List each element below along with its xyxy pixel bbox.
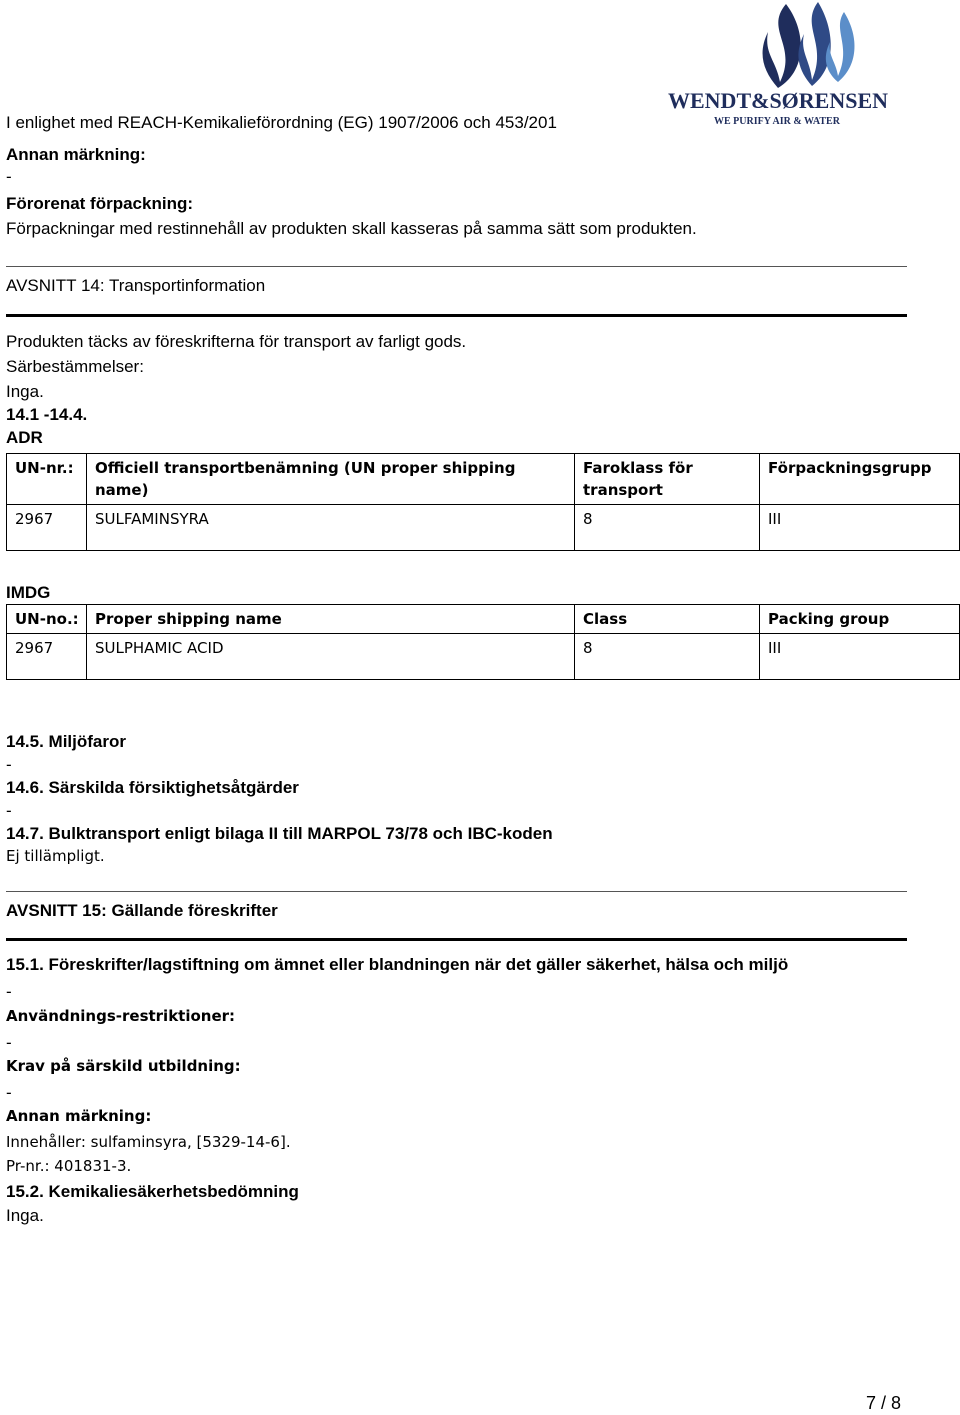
s151-value: - [6, 982, 12, 1001]
imdg-header-group: Packing group [760, 605, 960, 634]
table-row [7, 634, 960, 680]
section-divider-thick [6, 938, 907, 941]
imdg-header-name: Proper shipping name [87, 605, 575, 634]
imdg-table [6, 604, 960, 680]
regulation-header: I enlighet med REACH-Kemikalieförordning (EG) 1907/2006 och 453/201 [6, 113, 557, 132]
precautions-value: - [6, 801, 12, 820]
adr-header-name: Officiell transportbenämning (UN proper shipping name) [87, 454, 575, 505]
bulk-value: Ej tillämpligt. [6, 847, 105, 865]
section-divider [6, 266, 907, 267]
section15-title: AVSNITT 15: Gällande föreskrifter [6, 901, 278, 920]
imdg-name: SULPHAMIC ACID [87, 634, 575, 680]
adr-table [6, 453, 960, 551]
special-label: Särbestämmelser: [6, 357, 144, 376]
adr-name: SULFAMINSYRA [87, 505, 575, 551]
imdg-class: 8 [575, 634, 760, 680]
s152-title: 15.2. Kemikaliesäkerhetsbedömning [6, 1182, 299, 1201]
adr-header-group: Förpackningsgrupp [760, 454, 960, 505]
annan-label: Annan märkning: [6, 145, 146, 164]
section14-title: AVSNITT 14: Transportinformation [6, 276, 266, 295]
annan-label-15: Annan märkning: [6, 1107, 152, 1125]
annan-value: - [6, 167, 12, 186]
imdg-header-un: UN-no.: [7, 605, 87, 634]
usage-label: Användnings-restriktioner: [6, 1007, 236, 1025]
flame-logo-icon [668, 0, 904, 128]
training-value: - [6, 1083, 12, 1102]
adr-label: ADR [6, 428, 43, 447]
covered-text: Produkten täcks av föreskrifterna för transport av farligt gods. [6, 332, 467, 351]
prnr-text: Pr-nr.: 401831-3. [6, 1157, 132, 1175]
svg-text:WENDT&SØRENSEN: WENDT&SØRENSEN [668, 88, 889, 113]
env-value: - [6, 755, 12, 774]
page-number: 7 / 8 [866, 1393, 902, 1413]
s151-title: 15.1. Föreskrifter/lagstiftning om ämnet eller blandningen när det gäller säkerhet, hälsa och miljö [6, 955, 789, 974]
special-value: Inga. [6, 382, 44, 401]
env-title: 14.5. Miljöfaror [6, 732, 126, 751]
svg-text:WE PURIFY AIR & WATER: WE PURIFY AIR & WATER [714, 116, 840, 127]
fororenat-label: Förorenat förpackning: [6, 194, 194, 213]
precautions-title: 14.6. Särskilda försiktighetsåtgärder [6, 778, 299, 797]
bulk-title: 14.7. Bulktransport enligt bilaga II till MARPOL 73/78 och IBC-koden [6, 824, 553, 843]
s152-value: Inga. [6, 1206, 44, 1225]
table-header-row [7, 605, 960, 634]
adr-group: III [760, 505, 960, 551]
table-header-row [7, 454, 960, 505]
adr-header-un: UN-nr.: [7, 454, 87, 505]
section-divider [6, 891, 907, 892]
imdg-header-class: Class [575, 605, 760, 634]
company-logo [668, 0, 904, 128]
training-label: Krav på särskild utbildning: [6, 1057, 241, 1075]
imdg-un: 2967 [7, 634, 87, 680]
adr-class: 8 [575, 505, 760, 551]
imdg-label: IMDG [6, 583, 51, 602]
range-title: 14.1 -14.4. [6, 405, 88, 424]
section-divider-thick [6, 314, 907, 317]
usage-value: - [6, 1033, 12, 1052]
table-row [7, 505, 960, 551]
fororenat-value: Förpackningar med restinnehåll av produkten skall kasseras på samma sätt som produkten. [6, 219, 697, 238]
adr-header-class: Faroklass för transport [575, 454, 760, 505]
adr-un: 2967 [7, 505, 87, 551]
contains-text: Innehåller: sulfaminsyra, [5329-14-6]. [6, 1133, 291, 1151]
imdg-group: III [760, 634, 960, 680]
